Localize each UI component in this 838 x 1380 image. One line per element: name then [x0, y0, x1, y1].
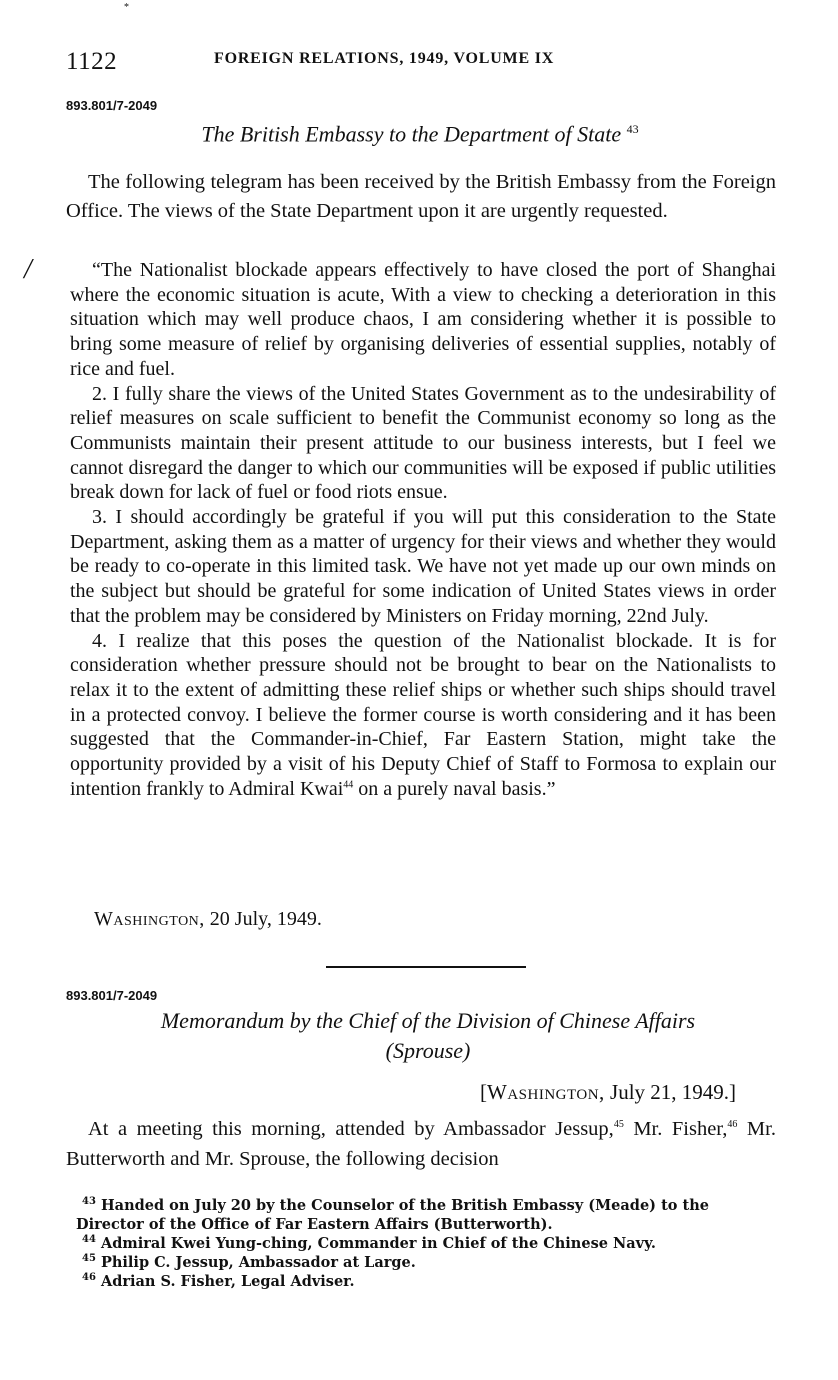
- dateline-place: Washington,: [487, 1080, 605, 1104]
- doc1-title-footnote-ref: 43: [626, 122, 639, 136]
- quote-paragraph-4: [70, 629, 776, 802]
- footnote-45-text: Philip C. Jessup, Ambassador at Large.: [95, 1254, 416, 1271]
- doc1-signature: [94, 908, 322, 931]
- footnote-43-text-cont: Director of the Office of Far Eastern Affairs (Butterworth).: [76, 1216, 553, 1233]
- doc2-dateline: [480, 1080, 736, 1105]
- footnote-43-text: Handed on July 20 by the Counselor of the British Embassy (Meade) to the: [95, 1197, 709, 1214]
- footnote-44: [82, 1234, 782, 1253]
- doc1-intro: [66, 168, 776, 226]
- footnote-46: [82, 1272, 782, 1291]
- footnote-46-text: Adrian S. Fisher, Legal Adviser.: [95, 1273, 355, 1290]
- doc1-file-number: 893.801/7-2049: [66, 98, 158, 113]
- page-header: [66, 48, 786, 82]
- footnote-ref-46: 46: [727, 1119, 738, 1131]
- quote-paragraph-2: 2. I fully share the views of the United States Government as to the undesirability of relief measures on scale sufficient to benefit the Communist economy so long as the Communists maintain their present attitude to our business interests, but I feel we cannot disregard the danger to which our communities will be exposed if public utilities break down for lack of fuel or food riots ensue.: [70, 382, 776, 504]
- footnote-ref-45: 45: [613, 1119, 624, 1131]
- signature-place: Washington,: [94, 908, 205, 930]
- dateline-open: [: [480, 1080, 487, 1104]
- doc1-telegram-quote: [70, 258, 776, 801]
- doc2-title-line2: (Sprouse): [385, 1038, 471, 1063]
- quote-paragraph-4-end: on a purely naval basis.”: [353, 777, 556, 800]
- doc2-file-number: 893.801/7-2049: [66, 988, 158, 1003]
- footnote-mark-45: 45: [82, 1253, 96, 1265]
- doc2-paragraph: [66, 1114, 776, 1174]
- doc2-text-3: Mr. Butterworth and Mr. Sprouse, the following decision: [66, 1118, 776, 1170]
- quote-paragraph-4-text: 4. I realize that this poses the question of the Nationalist blockade. It is for consideration whether pressure should not be brought to bear on the Nationalists to relax it to the extent of admitting these relief ships or whether such ships should travel in a protected convoy. I believe the former course is worth considering and it has been suggested that the Commander-in-Chief, Far Eastern Station, might take the opportunity provided by a visit of his Deputy Chief of Staff to Formosa to explain our intention frankly to Admiral Kwai: [70, 629, 776, 800]
- doc2-body: [66, 1114, 776, 1174]
- page-number: 1122: [66, 48, 118, 75]
- signature-date: 20 July, 1949.: [204, 908, 322, 930]
- stray-mark: *: [124, 2, 129, 13]
- footnotes: [76, 1196, 782, 1291]
- doc1-intro-paragraph: The following telegram has been received by the British Embassy from the Foreign Office. The views of the State Department upon it are urgently requested.: [66, 171, 776, 222]
- footnote-45: [82, 1253, 782, 1272]
- footnote-43: [82, 1196, 782, 1215]
- footnote-mark-44: 44: [82, 1234, 96, 1246]
- doc1-title: [100, 114, 740, 149]
- doc2-text-2: Mr. Fisher,: [623, 1118, 728, 1140]
- footnote-mark-43: 43: [82, 1196, 96, 1208]
- dateline-date: July 21, 1949.]: [604, 1080, 737, 1104]
- quote-paragraph-1: “The Nationalist blockade appears effectively to have closed the port of Shanghai where the economic situation is acute, With a view to checking a deterioration in this situation which may well produce chaos, I am considering whether it is possible to bring some measure of relief by organising deliveries of essential supplies, notably of rice and fuel.: [70, 259, 776, 380]
- running-head: FOREIGN RELATIONS, 1949, VOLUME IX: [214, 50, 555, 67]
- footnote-43-continued: [76, 1215, 782, 1234]
- doc2-title: [86, 1006, 770, 1066]
- footnote-ref-44: 44: [343, 779, 354, 791]
- margin-pencil-mark: /: [24, 254, 32, 285]
- doc2-text-1: At a meeting this morning, attended by Ambassador Jessup,: [88, 1118, 614, 1140]
- footnote-mark-46: 46: [82, 1272, 96, 1284]
- doc1-title-text: The British Embassy to the Department of State: [201, 121, 622, 147]
- doc2-title-line1: Memorandum by the Chief of the Division of Chinese Affairs: [160, 1008, 696, 1033]
- quote-paragraph-3: 3. I should accordingly be grateful if you will put this consideration to the State Department, asking them as a matter of urgency for their views and whether they would be ready to co-operate in this limited task. We have not yet made up our own minds on the subject but should be grateful for some indication of United States views in order that the problem may be considered by Ministers on Friday morning, 22nd July.: [70, 506, 776, 627]
- footnote-44-text: Admiral Kwei Yung-ching, Commander in Chief of the Chinese Navy.: [95, 1235, 656, 1252]
- section-divider: [326, 966, 526, 968]
